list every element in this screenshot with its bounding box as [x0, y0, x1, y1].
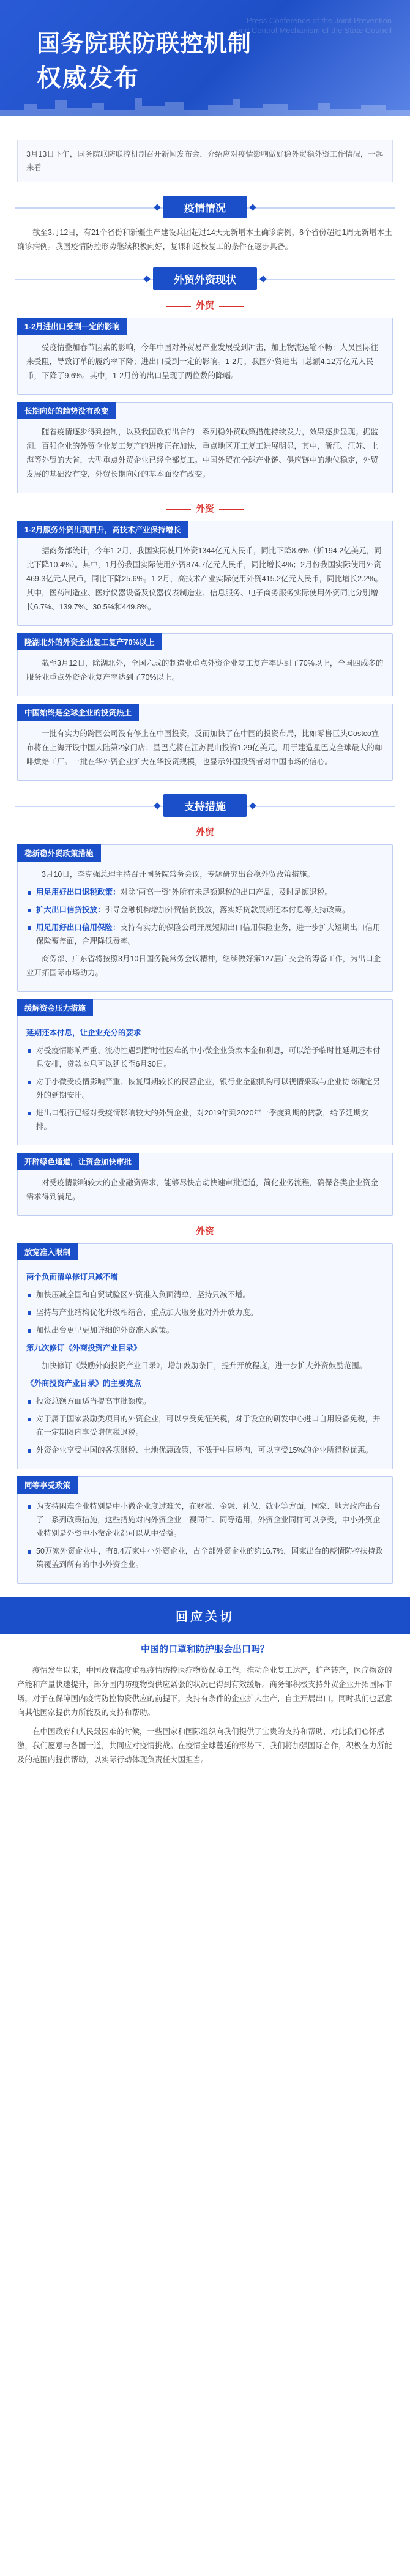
- card-text: 截至3月12日，除湖北外，全国六成的制造业重点外资企业复工复产率达到了70%以上，全国四成多的服务业重点外资企业复产率达到了70%以上。: [26, 659, 384, 682]
- card-tag: 1-2月进出口受到一定的影响: [17, 318, 127, 335]
- section-header-epidemic: [0, 196, 410, 218]
- section-title: 支持措施: [163, 794, 247, 817]
- card-subtitle: 《外商投资产业目录》的主要亮点: [26, 1379, 141, 1388]
- footer-spacer: [0, 1767, 410, 1785]
- section-title: 外贸外资现状: [153, 267, 257, 290]
- info-card: [17, 633, 393, 696]
- card-text: 随着疫情逐步得到控制，以及我国政府出台的一系列稳外贸政策措施持续发力，效果逐步显现。据监测，百强企业的外贸企业复工复产的进度正在加快，重点地区开工复工进展明显，其中，浙江、江苏、上海等外贸的大省，大型重点外贸企业已经全部复工。中国外贸在全球产业链、供应链中的地位稳定，外贸发展的基础没有变，外贸长期向好的基本面没有改变。: [26, 428, 379, 478]
- list-item: 加快出台更早更加详细的外资准入政策。: [26, 1323, 384, 1337]
- card-tag: 放宽准入限制: [17, 1243, 78, 1260]
- info-card: [17, 1476, 393, 1584]
- info-card: [17, 999, 393, 1145]
- list-item: 加快压减全国和自贸试验区外资准入负面清单，坚持只减不增。: [26, 1288, 384, 1301]
- card-tag: 中国始终是全球企业的投资热土: [17, 704, 139, 721]
- list-item: 进出口银行已经对受疫情影响较大的外贸企业，对2019年到2020年一季度到期的贷款，给予延期安排。: [26, 1106, 384, 1133]
- card-tag: 1-2月服务外资出现回升，高技术产业保持增长: [17, 521, 188, 538]
- info-card: [17, 1153, 393, 1216]
- section-band-qa: 回应关切: [0, 1597, 410, 1634]
- list-item: 对于属于国家鼓励类项目的外资企业，可以享受免征关税，对于设立的研发中心进口自用设备免税，并在一定期限内享受增值税退税。: [26, 1412, 384, 1439]
- intro-box: 3月13日下午，国务院联防联控机制召开新闻发布会，介绍应对疫情影响做好稳外贸稳外资工作情况，一起来看——: [17, 140, 393, 182]
- card-tag: 长期向好的趋势没有改变: [17, 402, 116, 419]
- card-tag: 同等享受政策: [17, 1476, 78, 1494]
- list-item: 投资总额方面适当提高审批额度。: [26, 1394, 384, 1408]
- info-card: [17, 844, 393, 992]
- card-text: 3月10日，李克强总理主持召开国务院常务会议，专题研究出台稳外贸政策措施。: [42, 870, 315, 879]
- info-card: [17, 704, 393, 781]
- card-text: 受疫情叠加春节因素的影响，今年中国对外贸易产业发展受到冲击，加上物流运输不畅：人员国际往来受阻，导致订单的履约率下降；进出口受到一定的影响。1-2月，我国外贸进出口总额4.12万亿元人民币，下降了9.6%。其中，1-2月份的出口呈现了两位数的降幅。: [26, 343, 379, 380]
- card-tag: 缓解资金压力措施: [17, 999, 93, 1016]
- card-text: 据商务部统计，今年1-2月，我国实际使用外资1344亿元人民币，同比下降8.6%（折194.2亿美元，同比下降10.4%）。其中，1月份我国实际使用外资874.7亿元人民币，同比增长4%；2月份我国实际使用外资469.3亿元人民币，同比下降25.6%。1-2月，高技术产业实际使用外资415.2亿元人民币，同比增长2.2%。其中，医药制造业、医疗仪器设备及仪器仪表制造业、信息服务、电子商务服务实际使用外资同比分别增长6.7%、139.7%、30.5%和449.8%。: [26, 546, 383, 611]
- banner-title-line1: 国务院联防联控机制: [37, 31, 252, 57]
- list-item: 用足用好出口信用保险：支持有实力的保险公司开展短期出口信用保险业务，进一步扩大短期出口信用保险覆盖面，合理降低费率。: [26, 921, 384, 948]
- region-label: 外资: [0, 1224, 410, 1237]
- header-banner: [0, 0, 410, 116]
- card-subtitle: 两个负面清单修订只减不增: [26, 1273, 119, 1281]
- bullet-list: [26, 1044, 384, 1133]
- region-label: 外资: [0, 502, 410, 515]
- card-text: 加快修订《鼓励外商投资产业目录》，增加鼓励条目，提升开放程度，进一步扩大外资鼓励范围。: [42, 1361, 367, 1370]
- list-item: 扩大出口信贷投放：引导金融机构增加外贸信贷投放，落实好贷款展期还本付息等支持政策。: [26, 903, 384, 917]
- banner-title-line2: 权威发布: [37, 65, 140, 92]
- card-subtitle: 第九次修订《外商投资产业目录》: [26, 1344, 141, 1352]
- banner-watermark: Press Conference of the Joint Prevention and Control Mechanism of the State Council: [236, 16, 392, 35]
- card-text: 商务部、广东省将按照3月10日国务院常务会议精神，继续做好第127届广交会的筹备工作，为出口企业开拓国际市场助力。: [26, 955, 381, 977]
- qa-question: 中国的口罩和防护服会出口吗？: [140, 1644, 269, 1655]
- section-header-trade: [0, 267, 410, 290]
- info-card: [17, 402, 393, 493]
- info-card: [17, 318, 393, 395]
- list-item: 用足用好出口退税政策：对除"两高一资"外所有未足额退税的出口产品，及时足额退税。: [26, 885, 384, 899]
- section-header-support: [0, 794, 410, 817]
- qa-paragraph: 疫情发生以来，中国政府高度重视疫情防控医疗物资保障工作，推动企业复工达产，扩产转产，医疗物资的产能和产量快速提升，部分国内防疫物资供应紧张的状况已得到有效缓解。商务部积极支持外贸企业开拓国际市场，对于在保障国内疫情防控物资供应的前提下，支持有条件的企业扩大生产，自主开展出口，同时我们也愿意向其他国家提供力所能及的支持和帮助。: [17, 1666, 392, 1717]
- card-tag: 开辟绿色通道，让资金加快审批: [17, 1153, 139, 1170]
- region-label: 外贸: [0, 825, 410, 838]
- bullet-list: [26, 1288, 384, 1337]
- card-text: 对受疫情影响较大的企业融资需求，能够尽快启动快速审批通道，简化业务流程，确保各类企业资金需求得到满足。: [26, 1178, 379, 1201]
- epidemic-paragraph: 截至3月12日，有21个省份和新疆生产建设兵团超过14天无新增本土确诊病例，6个省份超过1周无新增本土确诊病例。我国疫情防控形势继续积极向好，复课和返校复工的条件在逐步具备。: [17, 228, 392, 251]
- list-item: 坚持与产业结构优化升级相结合，重点加大服务业对外开放力度。: [26, 1306, 384, 1319]
- info-card: [17, 1243, 393, 1469]
- section-title: 疫情情况: [163, 196, 247, 218]
- skyline-icon: [0, 92, 410, 116]
- list-item: 对受疫情影响严重、流动性遇到暂时性困难的中小微企业贷款本金和利息，可以给予临时性延期还本付息安排，贷款本息可以延长至6月30日。: [26, 1044, 384, 1071]
- list-item: 外资企业享受中国的各项财税、土地优惠政策，不低于中国境内，可以享受15%的企业所得税优惠。: [26, 1443, 384, 1457]
- card-subtitle: 延期还本付息，让企业充分的要求: [26, 1029, 141, 1037]
- card-tag: 稳新稳外贸政策措施: [17, 844, 101, 862]
- region-label: 外贸: [0, 299, 410, 311]
- bullet-list: [26, 1500, 384, 1571]
- card-tag: 隆湖北外的外资企业复工复产70%以上: [17, 633, 162, 650]
- bullet-list: [26, 1394, 384, 1457]
- bullet-list: [26, 885, 384, 948]
- info-card: [17, 521, 393, 626]
- card-text: 一批有实力的跨国公司没有停止在中国投资，反而加快了在中国的投资布局，比如零售巨头Costco宣布将在上海开设中国大陆第2家门店；星巴克将在江苏昆山投资1.29亿美元，用于建造星巴克全球最大的咖啡烘焙工厂。一批在华外资企业扩大在华投资规模，也显示外国投资者对中国市场的信心。: [26, 729, 382, 766]
- list-item: 为支持困难企业特别是中小微企业度过难关，在财税、金融、社保、就业等方面，国家、地方政府出台了一系列政策措施，这些措施对内外资企业一视同仁、同等适用，外资企业同样可以享受，中小外资企业特别是外资中小微企业都可以从中受益。: [26, 1500, 384, 1540]
- qa-paragraph: 在中国政府和人民最困难的时候，一些国家和国际组织向我们提供了宝贵的支持和帮助，对此我们心怀感激，我们愿意与各国一道，共同应对疫情挑战。在疫情全球蔓延的形势下，我们将加强国际合作，积极在力所能及的范围内提供帮助，以实际行动体现负责任大国担当。: [17, 1727, 392, 1764]
- list-item: 对于小微受疫情影响严重、恢复周期较长的民营企业，银行业金融机构可以视情采取与企业协商确定另外的延期安排。: [26, 1075, 384, 1102]
- list-item: 50万家外资企业中，有8.4万家中小外资企业，占全部外资企业的约16.7%，国家出台的疫情防控扶持政策覆盖到所有的中小外资企业。: [26, 1544, 384, 1571]
